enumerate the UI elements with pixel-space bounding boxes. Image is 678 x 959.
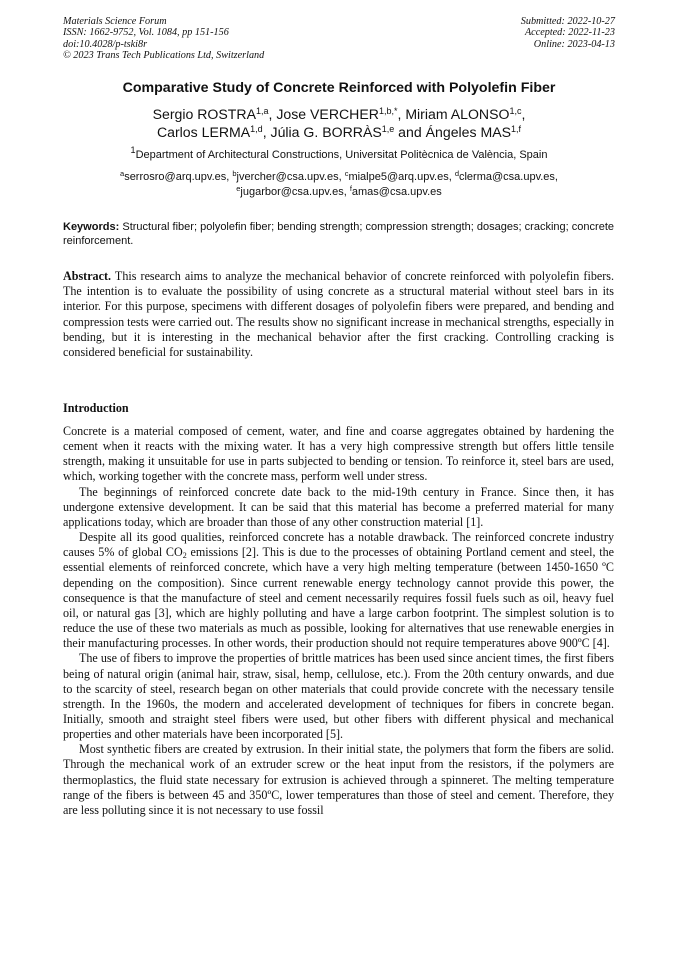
email-marker: a (120, 169, 125, 178)
author-name: Jose VERCHER (276, 106, 379, 122)
author-name: Miriam ALONSO (405, 106, 510, 122)
email-address[interactable]: serrosro@arq.upv.es, (124, 171, 233, 183)
author-name: Sergio ROSTRA (152, 106, 256, 122)
email-address[interactable]: mialpe5@arq.upv.es, (348, 171, 455, 183)
author-line-2 (0, 124, 678, 142)
author-affil-marker: 1,d (250, 123, 263, 134)
keywords-text: Structural fiber; polyolefin fiber; bending strength; compression strength; dosages; cracking; concrete reinforcement. (63, 221, 614, 248)
email-marker: e (236, 183, 241, 193)
author-separator: , (262, 123, 271, 140)
paper-title: Comparative Study of Concrete Reinforced with Polyolefin Fiber (122, 80, 556, 96)
author-affil-marker: 1,f (511, 123, 522, 134)
email-marker: d (454, 169, 459, 178)
abstract-label: Abstract. (63, 269, 112, 283)
paragraph: Concrete is a material composed of cement, water, and fine and coarse aggregates obtained by hardening the cement when it reacts with the mixing water. It has a very high compressive strength but offers little tensile strength, making it unsuitable for use in parts subjected to bending or tension. To reinforce it, steel bars are used, which, working together with the concrete mass, perform well under stress. (63, 424, 614, 484)
email-address[interactable]: jvercher@csa.upv.es, (236, 171, 345, 183)
author-affil-marker: 1,a (255, 106, 269, 116)
author-separator: , (268, 106, 277, 122)
affiliation-marker: 1 (130, 145, 136, 155)
abstract (63, 269, 614, 360)
author-name: Júlia G. BORRÀS (270, 123, 382, 140)
author-separator: and (394, 123, 426, 140)
author-separator: , (521, 106, 526, 122)
paragraph (63, 530, 614, 651)
paragraph: The beginnings of reinforced concrete date back to the mid-19th century in France. Since then, it has undergone extensive development. It can be said that this material has become a preferred material for many applications today, which are broader than those of any other construction material [1]. (63, 484, 614, 529)
author-affil-marker: 1,e (381, 123, 395, 134)
email-marker: b (232, 169, 237, 178)
email-marker: c (344, 169, 349, 178)
paragraph: Most synthetic fibers are created by extrusion. In their initial state, the polymers that form the fibers are solid. Through the mechanical work of an extruder screw or the heat input from the resistors, if the polymers are thermoplastics, the fluid state necessary for extrusion is achieved through a spinneret. The melting temperature range of the fibers is between 45 and 350ºC, lower temperatures than those of steel and cement. Therefore, they are less polluting since it is not necessary to use fossil (63, 742, 614, 817)
copyright: © 2023 Trans Tech Publications Ltd, Switzerland (63, 49, 265, 61)
paragraph: The use of fibers to improve the properties of brittle matrices has been used since ancient times, the first fibers being of natural origin (animal hair, straw, sisal, hemp, cellulose, etc.). From the 20th century onwards, and due to the scarcity of steel, research began on other materials that could provide concrete with the necessary tensile strength. In the 1960s, the modern and accelerated development of techniques for fibers in concrete began. Initially, smooth and straight steel fibers were used, but other fibers with different physical and mechanical properties and other materials have been incorporated [5]. (63, 651, 614, 742)
author-affil-marker: 1,c (509, 106, 522, 116)
online-date: Online: 2023-04-13 (533, 38, 615, 50)
journal-name: Materials Science Forum (63, 16, 167, 27)
email-line-1 (0, 170, 678, 185)
subscript: 2 (182, 551, 187, 561)
email-marker: f (349, 183, 352, 193)
introduction-body (63, 424, 614, 818)
submitted-date: Submitted: 2022-10-27 (520, 16, 615, 27)
section-heading-introduction: Introduction (63, 401, 129, 415)
keywords (63, 220, 614, 248)
paragraph-text: emissions [2]. This is due to the processes of obtaining Portland cement and steel, the essential elements of reinforced concrete, which have a very high melting temperature (between 1450-1650 ºC depending on the composition). Since current renewable energy technology cannot provide this power, the consequence is that the manufacture of steel and cement necessarily requires fossil fuels such as oil, heavy fuel oil, or natural gas [3], which are highly polluting and have a large carbon footprint. The simplest solution is to reduce the use of these two materials as much as possible, looking for alternatives that use renewable energies in their manufacturing processes. In other words, their production should not require temperatures above 900ºC [4]. (63, 545, 614, 651)
author-affil-marker: 1,b,* (378, 106, 398, 116)
email-line-2 (0, 185, 678, 200)
email-address[interactable]: clerma@csa.upv.es, (458, 171, 558, 183)
keywords-label: Keywords: (63, 221, 120, 233)
accepted-date: Accepted: 2022-11-23 (524, 27, 615, 39)
journal-info (63, 16, 264, 61)
author-name: Ángeles MAS (425, 123, 512, 140)
journal-issn: ISSN: 1662-9752, Vol. 1084, pp 151-156 (63, 27, 229, 39)
affiliation (0, 145, 678, 161)
author-line-1 (0, 106, 678, 124)
email-list (0, 170, 678, 199)
doi-link[interactable]: doi:10.4028/p-tski8r (63, 38, 148, 50)
email-address[interactable]: amas@csa.upv.es (351, 185, 442, 198)
affiliation-text: Department of Architectural Constructions, Universitat Politècnica de València, Spain (135, 149, 548, 161)
abstract-text: This research aims to analyze the mechanical behavior of concrete reinforced with polyolefin fibers. The intention is to evaluate the possibility of using concrete as a structural material without steel bars in its interior. For this purpose, specimens with different dosages of polyolefin fibers were prepared, and bending and compression tests were carried out. The results show no significant increase in mechanical strengths, especially in bending, but it is interesting in the mechanical behavior after the first cracking. Controlling cracking is considered beneficial for sustainability. (63, 269, 614, 360)
author-list (0, 106, 678, 141)
email-address[interactable]: jugarbor@csa.upv.es, (240, 185, 350, 198)
submission-dates (521, 16, 615, 50)
author-separator: , (397, 106, 406, 122)
paragraph-text: Despite all its good qualities, reinforced concrete has a notable drawback. The reinforced concrete industry causes 5% of global CO (63, 530, 614, 560)
author-name: Carlos LERMA (156, 123, 251, 140)
